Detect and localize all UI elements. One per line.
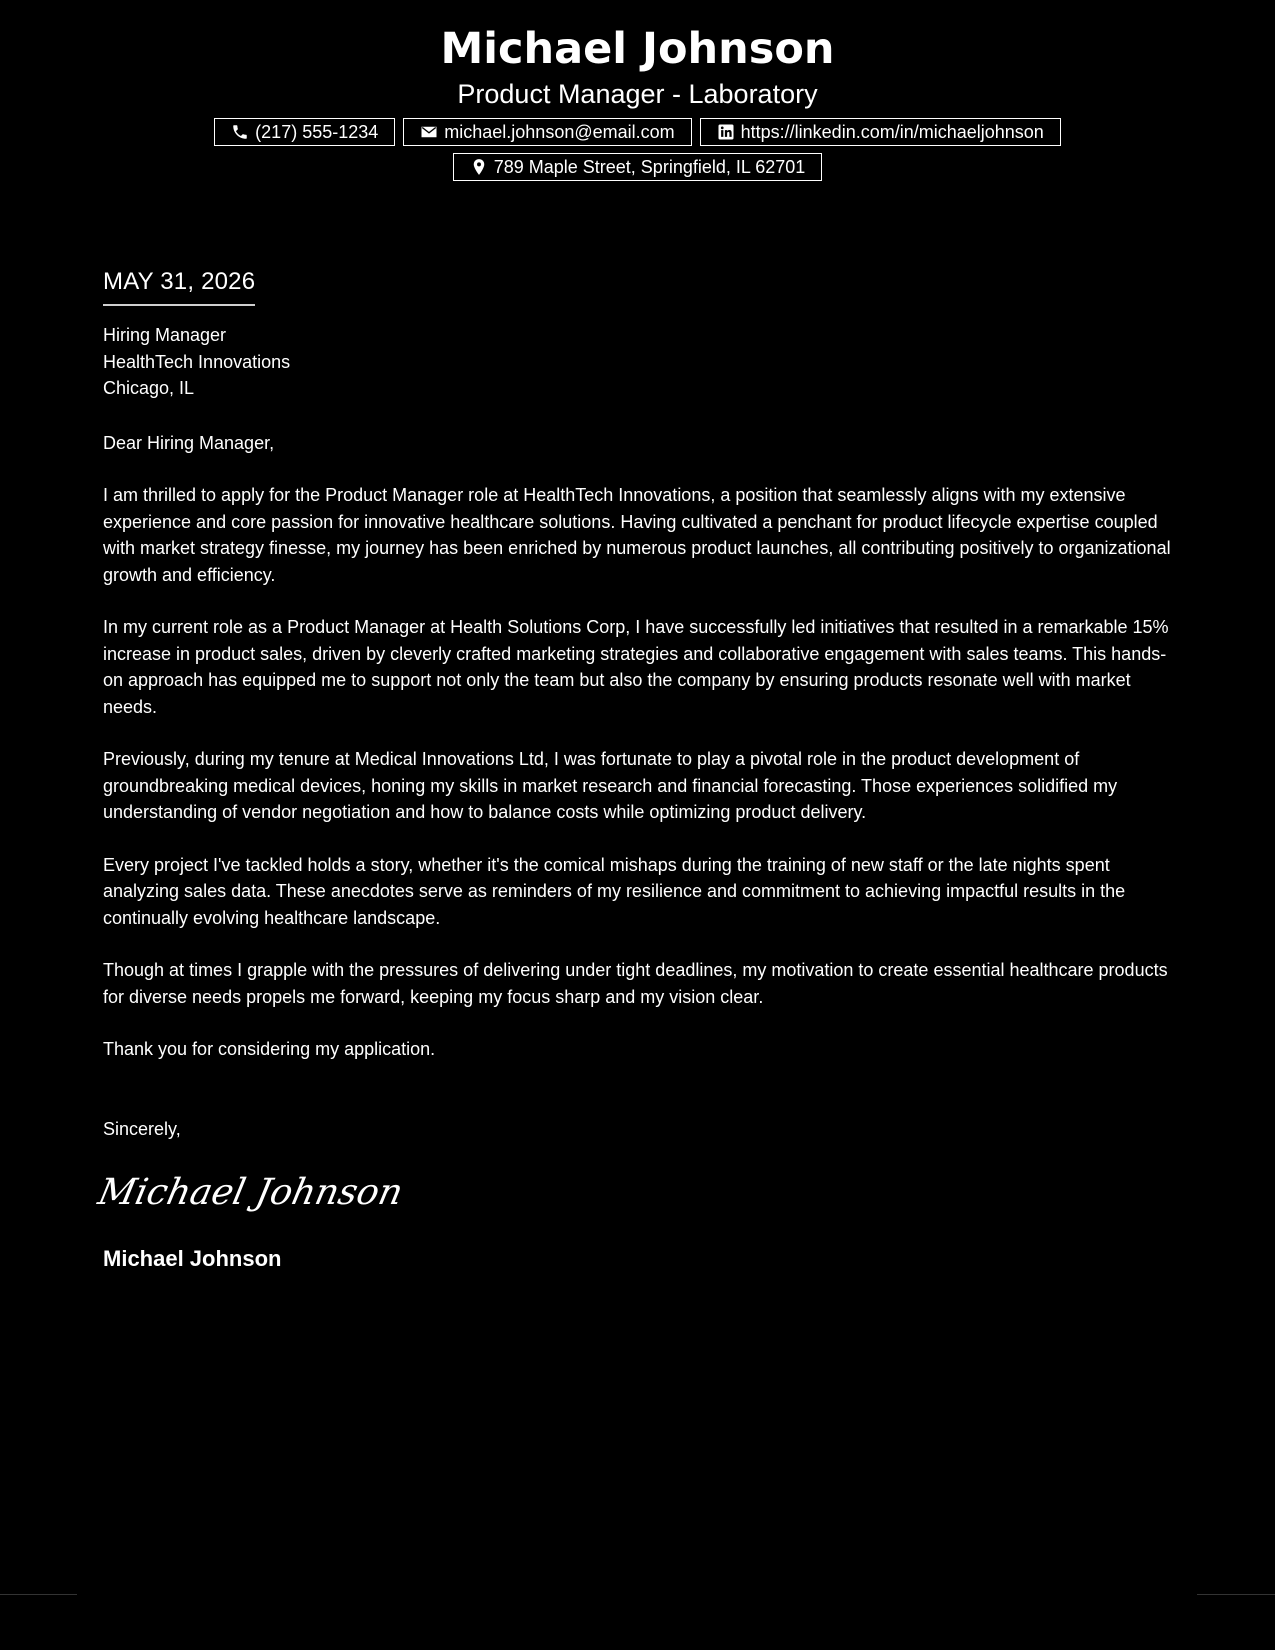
phone-chip[interactable] (214, 118, 395, 146)
body-paragraph: Though at times I grapple with the pressures of delivering under tight deadlines, my motivation to create essential healthcare products for diverse needs propels me forward, keeping my focus sharp and my vision clear. (103, 960, 1168, 1007)
body-paragraph: Thank you for considering my application. (103, 1039, 436, 1059)
email-chip[interactable] (403, 118, 691, 146)
signer-name: Michael Johnson (103, 1246, 282, 1271)
sender-name: Michael Johnson (440, 24, 835, 74)
email-text: michael.johnson@email.com (444, 121, 675, 142)
linkedin-icon (717, 123, 735, 141)
contact-row-primary (0, 118, 1275, 146)
recipient-block (103, 322, 1173, 402)
body-paragraph: I am thrilled to apply for the Product Manager role at HealthTech Innovations, a position that seamlessly aligns with my extensive experience and core passion for innovative healthcare solutions. Having cultivated a penchant for product lifecycle expertise coupled with market strategy finesse, my journey has been enriched by numerous product launches, all contributing positively to organizational growth and efficiency. (103, 485, 1171, 585)
body-paragraph: Previously, during my tenure at Medical Innovations Ltd, I was fortunate to play a pivotal role in the product development of groundbreaking medical devices, honing my skills in market research and financial forecasting. Those experiences solidified my understanding of vendor negotiation and how to balance costs while optimizing product delivery. (103, 749, 1118, 822)
body-paragraph: Every project I've tackled holds a story, whether it's the comical mishaps during the training of new staff or the late nights spent analyzing sales data. These anecdotes serve as reminders of my resilience and commitment to achieving impactful results in the continually evolving healthcare landscape. (103, 854, 1126, 928)
footer-divider-left (0, 1594, 77, 1595)
map-pin-icon (470, 158, 488, 176)
phone-text: (217) 555-1234 (255, 121, 379, 142)
letter-date: MAY 31, 2026 (103, 262, 255, 306)
closing: Sincerely, (103, 1118, 181, 1139)
letter-body (94, 262, 1173, 1274)
recipient-title: Hiring Manager (103, 325, 227, 345)
signature-text: Michael Johnson (94, 1170, 407, 1213)
body-paragraph: In my current role as a Product Manager at Health Solutions Corp, I have successfully led initiatives that resulted in a remarkable 15% increase in product sales, driven by cleverly crafted marketing strategies and collaborative engagement with sales teams. This hands-on approach has equipped me to support not only the team but also the company by ensuring products resonate well with market needs. (103, 617, 1169, 717)
footer-divider-right (1197, 1594, 1275, 1595)
address-text: 789 Maple Street, Springfield, IL 62701 (493, 156, 806, 177)
recipient-location: Chicago, IL (103, 378, 195, 398)
linkedin-chip[interactable] (700, 118, 1061, 146)
address-chip[interactable] (453, 153, 823, 181)
linkedin-text: https://linkedin.com/in/michaeljohnson (740, 121, 1044, 142)
sender-role: Product Manager - Laboratory (457, 79, 818, 109)
contact-row-secondary (0, 153, 1275, 181)
salutation: Dear Hiring Manager, (103, 432, 275, 453)
handwritten-signature (94, 1164, 1173, 1220)
phone-icon (231, 123, 249, 141)
envelope-icon (420, 123, 438, 141)
letter-header (0, 22, 1275, 188)
recipient-company: HealthTech Innovations (103, 351, 291, 372)
